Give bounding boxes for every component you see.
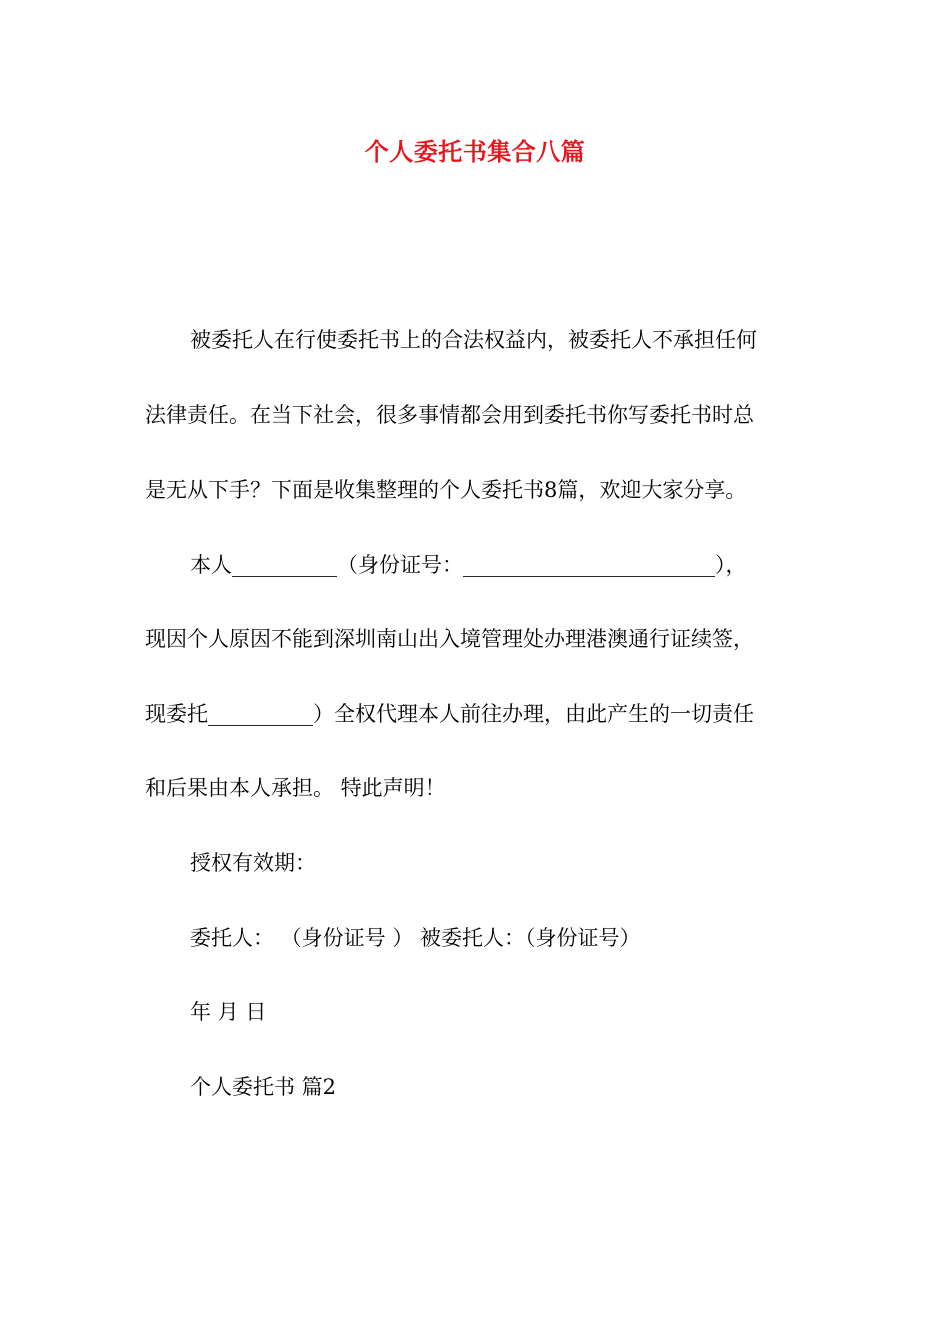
- paragraph-intro-line-3: 是无从下手？下面是收集整理的个人委托书8篇，欢迎大家分享。: [145, 478, 747, 502]
- validity-period-label: 授权有效期：: [190, 851, 316, 875]
- paragraph-body-line-3: 现委托__________）全权代理本人前往办理，由此产生的一切责任: [145, 702, 754, 726]
- section-heading-2: 个人委托书 篇2: [190, 1075, 337, 1099]
- paragraph-intro-line-2: 法律责任。在当下社会，很多事情都会用到委托书你写委托书时总: [145, 403, 754, 427]
- date-line: 年 月 日: [190, 1000, 267, 1024]
- paragraph-body-line-2: 现因个人原因不能到深圳南山出入境管理处办理港澳通行证续签，: [145, 627, 754, 651]
- paragraph-intro-line-1: 被委托人在行使委托书上的合法权益内，被委托人不承担任何: [190, 328, 757, 352]
- paragraph-body-line-1: 本人__________（身份证号：________________________），: [190, 553, 747, 577]
- document-title: 个人委托书集合八篇: [364, 138, 586, 166]
- paragraph-body-line-4: 和后果由本人承担。 特此声明！: [145, 776, 446, 800]
- signatories-line: 委托人： （身份证号 ） 被委托人：（身份证号）: [190, 926, 641, 950]
